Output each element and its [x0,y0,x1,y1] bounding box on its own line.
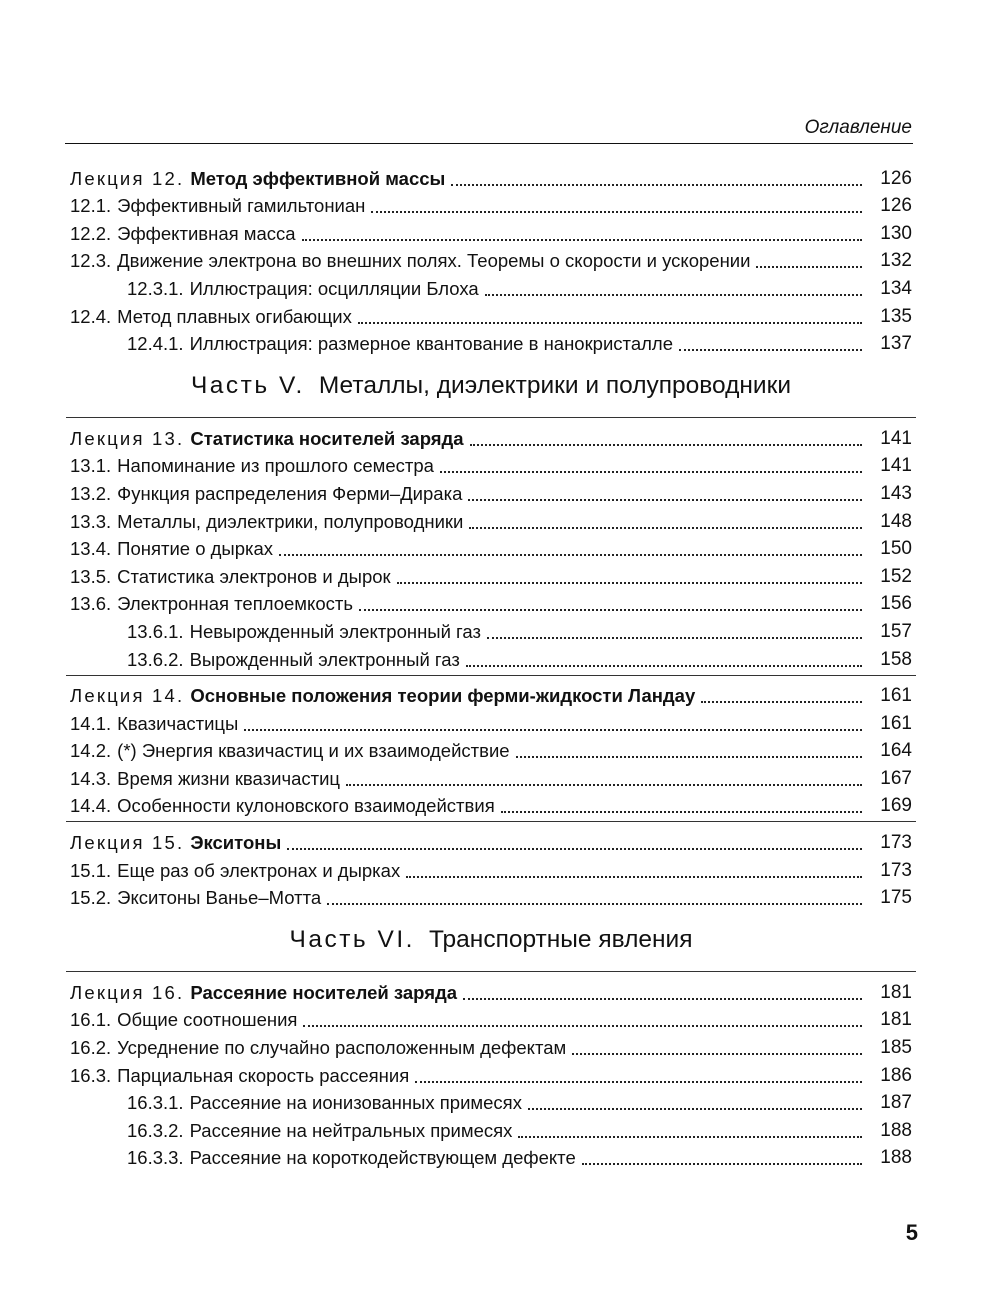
page-ref: 173 [880,859,912,881]
dot-leader [518,1136,862,1138]
page-ref: 175 [880,887,912,909]
page-ref: 157 [880,620,912,642]
page-ref: 173 [880,832,912,854]
section-number: 16.3.2. [127,1119,184,1141]
section-title: Движение электрона во внешних полях. Теоремы о скорости и ускорении [117,250,751,272]
section-number: 12.3. [70,250,112,272]
section-title: Метод плавных огибающих [117,305,352,327]
toc-section-entry[interactable] [70,190,912,218]
toc-section-entry[interactable] [70,854,912,882]
entry-text [70,511,463,533]
entry-text [70,1065,409,1087]
section-title: Понятие о дырках [117,538,274,560]
dot-leader [358,322,862,324]
section-number: 14.4. [70,795,112,817]
entry-text [70,768,340,790]
entry-text [70,621,481,643]
part-title: Транспортные явления [428,926,693,954]
dot-leader [487,637,862,639]
part-heading [70,909,912,971]
dot-leader [346,784,862,786]
section-title: Невырожденный электронный газ [189,620,481,642]
page-ref: 158 [880,648,912,670]
section-number: 13.6.1. [127,620,184,642]
section-number: 15.2. [70,887,112,909]
dot-leader [572,1053,862,1055]
dot-leader [287,848,862,850]
part-heading [70,355,912,417]
page-ref: 188 [880,1119,912,1141]
section-title: Функция распределения Ферми–Дирака [117,482,463,504]
running-title: Оглавление [804,117,912,138]
section-title: Напоминание из прошлого семестра [117,455,434,477]
toc-section-entry[interactable] [70,735,912,763]
section-title: Иллюстрация: размерное квантование в нанокристалле [189,333,673,355]
page-ref: 141 [880,427,912,449]
section-number: 13.6. [70,593,112,615]
section-title: Рассеяние на ионизованных примесях [189,1092,522,1114]
dot-leader [516,756,862,758]
dot-leader [303,1025,862,1027]
section-number: 12.1. [70,195,112,217]
page-ref: 152 [880,565,912,587]
page-ref: 132 [880,250,912,272]
entry-text [70,1009,297,1031]
dot-leader [582,1163,862,1165]
page-ref: 148 [880,510,912,532]
section-title: Рассеяние на короткодействующем дефекте [189,1147,576,1169]
section-number: 14.3. [70,767,112,789]
entry-text [70,649,460,671]
section-title: Рассеяние на нейтральных примесях [189,1119,513,1141]
section-title: Иллюстрация: осцилляции Блоха [189,277,479,299]
entry-text [70,860,400,882]
dot-leader [501,811,862,813]
section-title: Эффективная масса [117,222,296,244]
entry-text [70,1120,512,1142]
dot-leader [528,1108,862,1110]
toc-section-entry[interactable] [70,790,912,818]
page-ref: 156 [880,593,912,615]
lecture-title: Основные положения теории ферми-жидкости Ландау [190,685,696,707]
section-number: 12.4.1. [127,333,184,355]
page-ref: 134 [880,277,912,299]
toc-subsection-entry[interactable] [70,1114,912,1142]
page-number: 5 [905,1220,918,1245]
section-title: Особенности кулоновского взаимодействия [117,795,495,817]
toc-section-entry[interactable] [70,882,912,910]
toc-section-entry[interactable] [70,533,912,561]
lecture-rule [66,821,916,822]
toc-section-entry[interactable] [70,450,912,478]
page-ref: 150 [880,538,912,560]
part-rule [66,417,916,418]
lecture-title: Статистика носителей заряда [190,427,464,449]
entry-text [70,1037,566,1059]
dot-leader [470,444,862,446]
entry-text [70,982,457,1004]
toc-lecture-entry[interactable] [70,826,912,854]
entry-text [70,593,353,615]
page-ref: 164 [880,740,912,762]
dot-leader [327,903,862,905]
entry-text [70,223,296,245]
toc-lecture-entry[interactable] [70,680,912,708]
section-number: 14.1. [70,712,112,734]
section-number: 13.2. [70,482,112,504]
section-title: (*) Энергия квазичастиц и их взаимодействие [117,740,510,762]
page-ref: 187 [880,1092,912,1114]
toc-subsection-entry[interactable] [70,1087,912,1115]
page-ref: 185 [880,1037,912,1059]
section-title: Эффективный гамильтониан [117,195,366,217]
section-number: 12.4. [70,305,112,327]
lecture-label: Лекция 14. [70,685,185,707]
dot-leader [469,527,862,529]
page-ref: 167 [880,767,912,789]
dot-leader [415,1081,862,1083]
dot-leader [302,239,862,241]
toc-subsection-entry[interactable] [70,643,912,671]
toc-subsection-entry[interactable] [70,615,912,643]
dot-leader [244,729,862,731]
section-number: 16.3.3. [127,1147,184,1169]
toc-section-entry[interactable] [70,1059,912,1087]
page-ref: 137 [880,333,912,355]
part-title: Металлы, диэлектрики и полупроводники [318,372,792,400]
lecture-label: Лекция 16. [70,981,185,1003]
section-number: 15.1. [70,859,112,881]
section-title: Экситоны Ванье–Мотта [117,887,322,909]
entry-text [70,250,750,272]
dot-leader [679,349,862,351]
entry-text [70,887,321,909]
part-label: Часть V. [190,372,305,400]
section-number: 12.3.1. [127,277,184,299]
entry-text [70,278,479,300]
part-rule [66,971,916,972]
entry-text [70,713,238,735]
toc-section-entry[interactable] [70,300,912,328]
dot-leader [359,609,862,611]
dot-leader [279,554,862,556]
section-title: Электронная теплоемкость [117,593,353,615]
toc-section-entry[interactable] [70,560,912,588]
lecture-label: Лекция 13. [70,427,185,449]
part-label: Часть VI. [289,926,415,954]
section-number: 16.1. [70,1009,112,1031]
section-title: Парциальная скорость рассеяния [117,1064,410,1086]
section-number: 13.6.2. [127,648,184,670]
entry-text [70,685,695,707]
page-ref: 135 [880,305,912,327]
toc-section-entry[interactable] [70,588,912,616]
entry-text [70,455,434,477]
dot-leader [756,266,862,268]
entry-text [70,428,464,450]
toc-section-entry[interactable] [70,477,912,505]
dot-leader [485,294,862,296]
section-title: Статистика электронов и дырок [117,565,391,587]
page-ref: 188 [880,1147,912,1169]
section-number: 16.2. [70,1037,112,1059]
page-ref: 161 [880,712,912,734]
toc-section-entry[interactable] [70,762,912,790]
entry-text [70,832,281,854]
section-title: Металлы, диэлектрики, полупроводники [117,510,464,532]
toc-section-entry[interactable] [70,707,912,735]
section-title: Усреднение по случайно расположенным дефектам [117,1037,567,1059]
page-ref: 126 [880,167,912,189]
lecture-title: Рассеяние носителей заряда [190,981,458,1003]
entry-text [70,333,673,355]
page-ref: 130 [880,222,912,244]
section-title: Еще раз об электронах и дырках [117,859,401,881]
entry-text [70,306,352,328]
entry-text [70,538,273,560]
page-ref: 161 [880,685,912,707]
section-title: Квазичастицы [117,712,239,734]
section-number: 13.5. [70,565,112,587]
entry-text [70,168,445,190]
dot-leader [397,582,862,584]
dot-leader [440,471,862,473]
section-title: Время жизни квазичастиц [117,767,341,789]
section-number: 14.2. [70,740,112,762]
section-number: 13.3. [70,510,112,532]
section-number: 12.2. [70,222,112,244]
lecture-label: Лекция 15. [70,832,185,854]
page-ref: 126 [880,195,912,217]
toc-section-entry[interactable] [70,245,912,273]
toc-lecture-entry[interactable] [70,162,912,190]
entry-text [70,1092,522,1114]
section-number: 13.1. [70,455,112,477]
page-ref: 181 [880,981,912,1003]
toc-section-entry[interactable] [70,1004,912,1032]
page-ref: 141 [880,455,912,477]
entry-text [70,483,462,505]
header-rule [65,143,913,144]
dot-leader [701,701,862,703]
section-number: 16.3. [70,1064,112,1086]
table-of-contents [70,158,912,1169]
page-ref: 143 [880,482,912,504]
entry-text [70,795,495,817]
toc-section-entry[interactable] [70,505,912,533]
toc-subsection-entry[interactable] [70,328,912,356]
page-ref: 186 [880,1064,912,1086]
dot-leader [468,499,862,501]
toc-section-entry[interactable] [70,1031,912,1059]
lecture-title: Метод эффективной массы [190,167,446,189]
toc-subsection-entry[interactable] [70,272,912,300]
lecture-rule [66,675,916,676]
entry-text [70,566,391,588]
toc-section-entry[interactable] [70,217,912,245]
dot-leader [451,184,862,186]
lecture-title: Экситоны [190,832,282,854]
entry-text [70,1147,576,1169]
section-number: 13.4. [70,538,112,560]
dot-leader [463,998,862,1000]
page-ref: 169 [880,795,912,817]
page-ref: 181 [880,1009,912,1031]
toc-lecture-entry[interactable] [70,976,912,1004]
entry-text [70,195,365,217]
section-number: 16.3.1. [127,1092,184,1114]
dot-leader [466,665,862,667]
dot-leader [406,876,862,878]
section-title: Общие соотношения [117,1009,298,1031]
toc-lecture-entry[interactable] [70,422,912,450]
dot-leader [371,211,862,213]
lecture-label: Лекция 12. [70,167,185,189]
toc-subsection-entry[interactable] [70,1142,912,1170]
entry-text [70,740,510,762]
section-title: Вырожденный электронный газ [189,648,460,670]
